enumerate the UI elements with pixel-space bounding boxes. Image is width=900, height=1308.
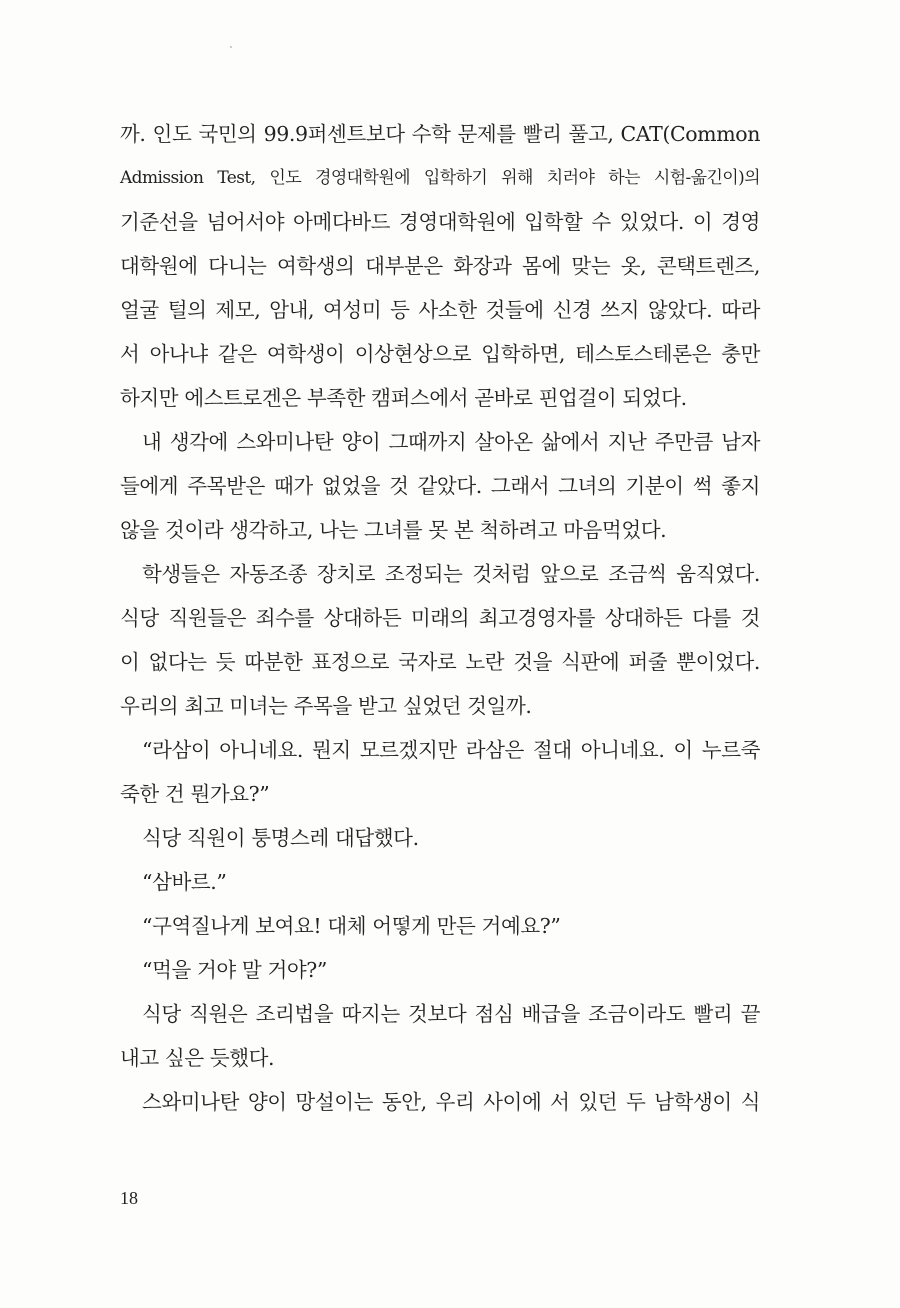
text-line: 이 없다는 듯 따분한 표정으로 국자로 노란 것을 식판에 퍼줄 뿐이었다. xyxy=(120,650,760,674)
dialogue-line: “먹을 거야 말 거야?” xyxy=(142,958,327,982)
paragraph-start-line: 식당 직원이 퉁명스레 대답했다. xyxy=(142,826,419,850)
dialogue-line: “라삼이 아니네요. 뭔지 모르겠지만 라삼은 절대 아니네요. 이 누르죽 xyxy=(142,738,760,762)
text-line: 내고 싶은 듯했다. xyxy=(120,1046,275,1070)
paragraph-start-line: 식당 직원은 조리법을 따지는 것보다 점심 배급을 조금이라도 빨리 끝 xyxy=(142,1002,760,1026)
text-line: 들에게 주목받은 때가 없었을 것 같았다. 그래서 그녀의 기분이 썩 좋지 xyxy=(120,474,760,498)
text-line: 우리의 최고 미녀는 주목을 받고 싶었던 것일까. xyxy=(120,694,532,718)
body-text xyxy=(120,112,760,1124)
paper-speck xyxy=(230,46,232,48)
text-line: 않을 것이라 생각하고, 나는 그녀를 못 본 척하려고 마음먹었다. xyxy=(120,518,667,542)
paragraph-start-line: 내 생각에 스와미나탄 양이 그때까지 살아온 삶에서 지난 주만큼 남자 xyxy=(142,430,760,454)
text-line: 서 아나냐 같은 여학생이 이상현상으로 입학하면, 테스토스테론은 충만 xyxy=(120,342,760,366)
dialogue-line: 죽한 건 뭔가요?” xyxy=(120,782,270,806)
text-line: 까. 인도 국민의 99.9퍼센트보다 수학 문제를 빨리 풀고, CAT(Common xyxy=(120,122,760,146)
text-line: Admission Test, 인도 경영대학원에 입학하기 위해 치러야 하는 시험-옮긴이)의 xyxy=(120,168,760,188)
paragraph-start-line: 학생들은 자동조종 장치로 조정되는 것처럼 앞으로 조금씩 움직였다. xyxy=(142,562,760,586)
text-line: 대학원에 다니는 여학생의 대부분은 화장과 몸에 맞는 옷, 콘택트렌즈, xyxy=(120,254,760,278)
dialogue-line: “삼바르.” xyxy=(142,870,227,894)
dialogue-line: “구역질나게 보여요! 대체 어떻게 만든 거예요?” xyxy=(142,914,561,938)
paragraph-start-line: 스와미나탄 양이 망설이는 동안, 우리 사이에 서 있던 두 남학생이 식 xyxy=(142,1090,760,1114)
text-line: 기준선을 넘어서야 아메다바드 경영대학원에 입학할 수 있었다. 이 경영 xyxy=(120,210,760,234)
page-number: 18 xyxy=(120,1188,138,1208)
text-line: 하지만 에스트로겐은 부족한 캠퍼스에서 곧바로 핀업걸이 되었다. xyxy=(120,386,687,410)
text-line: 식당 직원들은 죄수를 상대하든 미래의 최고경영자를 상대하든 다를 것 xyxy=(120,606,760,630)
text-line: 얼굴 털의 제모, 암내, 여성미 등 사소한 것들에 신경 쓰지 않았다. 따라 xyxy=(120,298,760,322)
